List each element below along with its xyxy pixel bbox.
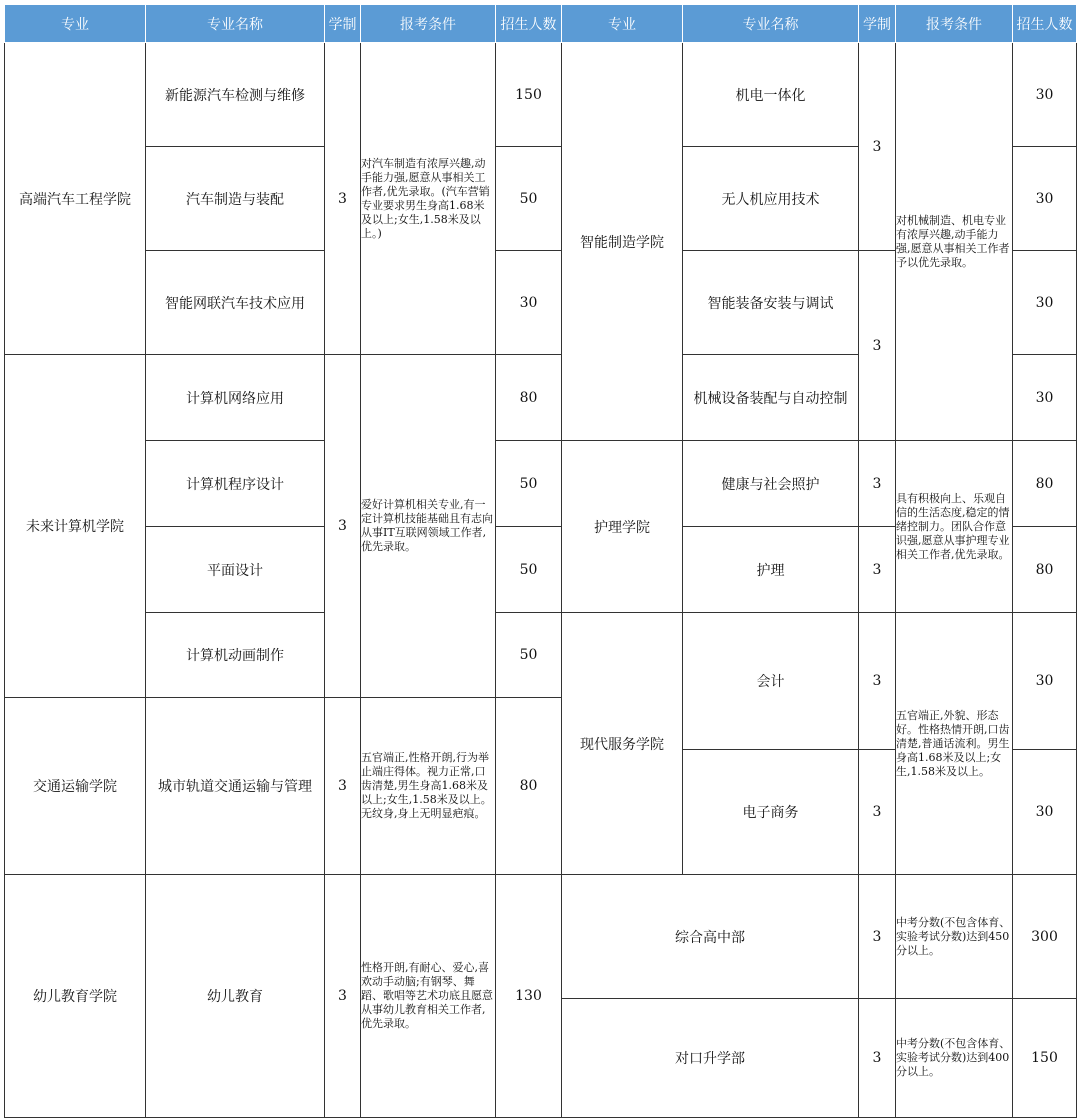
division-upgrade: 对口升学部: [562, 999, 859, 1118]
duration: 3: [325, 43, 361, 355]
enrollment-count: 300: [1013, 875, 1077, 999]
header-row: [5, 5, 1077, 43]
duration: 3: [859, 441, 896, 527]
major-name: 会计: [683, 613, 859, 750]
enrollment-count: 150: [496, 43, 562, 147]
enrollment-count: 50: [496, 147, 562, 251]
header-duration-left: 学制: [325, 5, 361, 43]
header-count-right: 招生人数: [1013, 5, 1077, 43]
duration: 3: [859, 750, 896, 875]
requirement-nursing: 具有积极向上、乐观自信的生活态度,稳定的情绪控制力。团队合作意识强,愿意从事护理专业相关工作者,优先录取。: [896, 441, 1013, 613]
header-college-left: 专业: [5, 5, 146, 43]
duration: 3: [859, 999, 896, 1118]
requirement-preschool: 性格开朗,有耐心、爱心,喜欢动手动脑;有钢琴、舞蹈、歌唱等艺术功底且愿意从事幼儿教育相关工作者,优先录取。: [361, 875, 496, 1118]
requirement-manufacturing: 对机械制造、机电专业有浓厚兴趣,动手能力强,愿意从事相关工作者予以优先录取。: [896, 43, 1013, 441]
duration: 3: [325, 875, 361, 1118]
enrollment-count: 30: [1013, 43, 1077, 147]
enrollment-count: 30: [1013, 750, 1077, 875]
header-major-name-right: 专业名称: [683, 5, 859, 43]
requirement-upgrade: 中考分数(不包含体育、实验考试分数)达到400分以上。: [896, 999, 1013, 1118]
enrollment-count: 80: [496, 698, 562, 875]
requirement-auto: 对汽车制造有浓厚兴趣,动手能力强,愿意从事相关工作者,优先录取。(汽车营销专业要求男生身高1.68米及以上;女生,1.58米及以上。): [361, 43, 496, 355]
enrollment-count: 150: [1013, 999, 1077, 1118]
enrollment-count: 50: [496, 527, 562, 613]
major-name: 机电一体化: [683, 43, 859, 147]
major-name: 护理: [683, 527, 859, 613]
header-major-name-left: 专业名称: [146, 5, 325, 43]
enrollment-count: 30: [1013, 147, 1077, 251]
header-count-left: 招生人数: [496, 5, 562, 43]
major-name: 新能源汽车检测与维修: [146, 43, 325, 147]
enrollment-count: 30: [1013, 355, 1077, 441]
table-row: [5, 441, 1077, 527]
duration: 3: [859, 875, 896, 999]
header-requirement-left: 报考条件: [361, 5, 496, 43]
major-name: 机械设备装配与自动控制: [683, 355, 859, 441]
major-name: 无人机应用技术: [683, 147, 859, 251]
major-name: 智能网联汽车技术应用: [146, 251, 325, 355]
major-name: 计算机网络应用: [146, 355, 325, 441]
duration: 3: [325, 355, 361, 698]
requirement-service: 五官端正,外貌、形态好。性格热情开朗,口齿清楚,普通话流利。男生身高1.68米及以上;女生,1.58米及以上。: [896, 613, 1013, 875]
enrollment-count: 50: [496, 441, 562, 527]
college-manufacturing: 智能制造学院: [562, 43, 683, 441]
major-name: 计算机程序设计: [146, 441, 325, 527]
college-transport: 交通运输学院: [5, 698, 146, 875]
enrollment-count: 130: [496, 875, 562, 1118]
college-auto: 高端汽车工程学院: [5, 43, 146, 355]
header-duration-right: 学制: [859, 5, 896, 43]
requirement-highschool: 中考分数(不包含体育、实验考试分数)达到450分以上。: [896, 875, 1013, 999]
enrollment-count: 80: [1013, 527, 1077, 613]
duration: 3: [859, 527, 896, 613]
duration: 3: [859, 613, 896, 750]
enrollment-count: 80: [496, 355, 562, 441]
table-row: [5, 613, 1077, 698]
enrollment-count: 30: [496, 251, 562, 355]
enrollment-count: 30: [1013, 613, 1077, 750]
major-name: 城市轨道交通运输与管理: [146, 698, 325, 875]
major-name: 汽车制造与装配: [146, 147, 325, 251]
duration: 3: [859, 251, 896, 441]
header-college-right: 专业: [562, 5, 683, 43]
enrollment-count: 50: [496, 613, 562, 698]
requirement-computer: 爱好计算机相关专业,有一定计算机技能基础且有志向从事IT互联网领域工作者,优先录取。: [361, 355, 496, 698]
college-service: 现代服务学院: [562, 613, 683, 875]
major-name: 幼儿教育: [146, 875, 325, 1118]
college-nursing: 护理学院: [562, 441, 683, 613]
duration: 3: [325, 698, 361, 875]
college-preschool: 幼儿教育学院: [5, 875, 146, 1118]
enrollment-count: 80: [1013, 441, 1077, 527]
enrollment-count: 30: [1013, 251, 1077, 355]
college-computer: 未来计算机学院: [5, 355, 146, 698]
major-name: 计算机动画制作: [146, 613, 325, 698]
requirement-transport: 五官端正,性格开朗,行为举止端庄得体。视力正常,口齿清楚,男生身高1.68米及以上;女生,1.58米及以上。无纹身,身上无明显疤痕。: [361, 698, 496, 875]
major-name: 智能装备安装与调试: [683, 251, 859, 355]
table-row: [5, 875, 1077, 999]
table-row: [5, 43, 1077, 147]
admissions-table: [4, 4, 1077, 1118]
header-requirement-right: 报考条件: [896, 5, 1013, 43]
major-name: 健康与社会照护: [683, 441, 859, 527]
major-name: 电子商务: [683, 750, 859, 875]
major-name: 平面设计: [146, 527, 325, 613]
division-highschool: 综合高中部: [562, 875, 859, 999]
duration: 3: [859, 43, 896, 251]
